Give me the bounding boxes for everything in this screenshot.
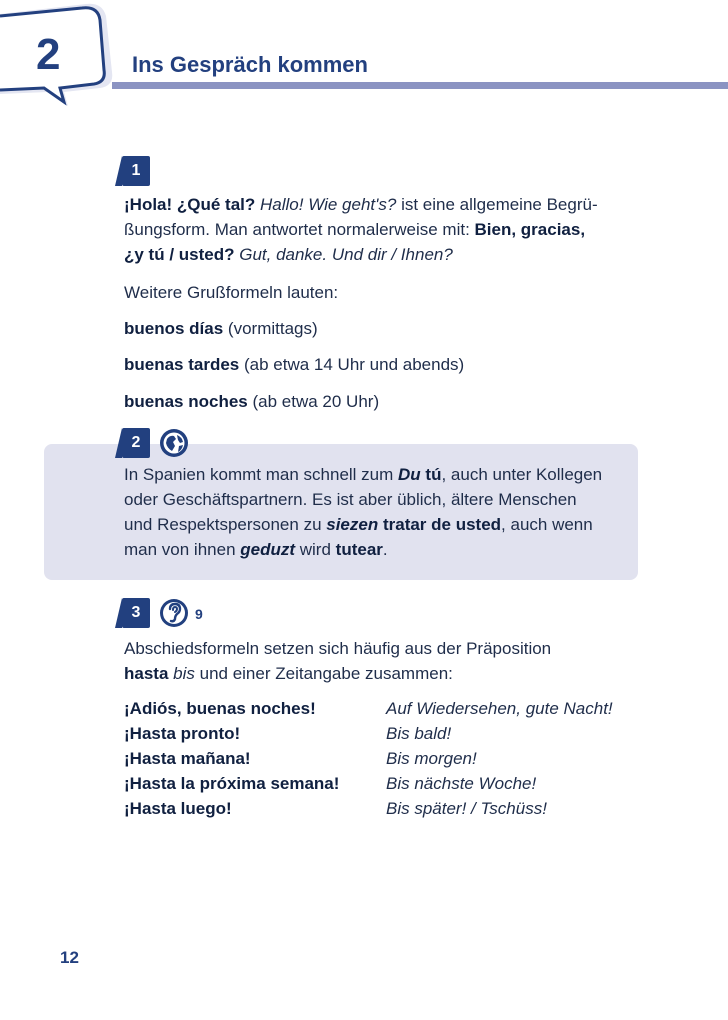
- phrase-german: Bis morgen!: [386, 749, 477, 768]
- chapter-title: Ins Gespräch kommen: [132, 52, 368, 77]
- chapter-number: 2: [36, 30, 61, 79]
- phrase-spanish: ¡Hasta la próxima semana!: [124, 774, 340, 793]
- greeting-item: buenas tardes (ab etwa 14 Uhr und abends): [124, 355, 465, 374]
- phrase-spanish: ¡Hasta luego!: [124, 799, 232, 818]
- phrase-german: Auf Wiedersehen, gute Nacht!: [386, 699, 613, 718]
- phrase-german: Bis nächste Woche!: [386, 774, 537, 793]
- ear-icon: [158, 597, 190, 629]
- greeting-item: buenas noches (ab etwa 20 Uhr): [124, 392, 380, 411]
- audio-track-number: 9: [195, 606, 203, 622]
- section1-paragraph: ¡Hola! ¿Qué tal? Hallo! Wie geht's? ist eine allgemeine Begrü- ßungsform. Man antwortet normalerweise mit: Bien, gracias, ¿y tú / usted? Gut, danke. Und dir / Ihnen?: [124, 195, 598, 264]
- phrase-spanish: ¡Hasta mañana!: [124, 749, 251, 768]
- section3-intro: Abschiedsformeln setzen sich häufig aus der Präposition hasta bis und einer Zeitangabe zusammen:: [124, 639, 552, 683]
- section-badge-2: 2: [122, 428, 150, 458]
- greeting-item: buenos días (vormittags): [124, 319, 318, 338]
- phrase-spanish: ¡Adiós, buenas noches!: [124, 699, 316, 718]
- phrase-spanish: ¡Hasta pronto!: [124, 724, 241, 743]
- section-badge-1: 1: [122, 156, 150, 186]
- header-rule: [112, 82, 728, 89]
- section-badge-3: 3: [122, 598, 150, 628]
- section2-paragraph: In Spanien kommt man schnell zum Du tú, auch unter Kollegen oder Geschäftspartnern. Es ist aber üblich, ältere Menschen und Respektspersonen zu siezen tratar de usted, auch wenn man von ihnen geduzt wird tutear.: [124, 465, 603, 559]
- globe-icon: [158, 427, 190, 459]
- phrase-german: Bis bald!: [386, 724, 452, 743]
- chapter-bubble: [0, 0, 120, 110]
- page-number: 12: [60, 948, 79, 967]
- phrase-german: Bis später! / Tschüss!: [386, 799, 547, 818]
- section1-subheading: Weitere Grußformeln lauten:: [124, 283, 339, 302]
